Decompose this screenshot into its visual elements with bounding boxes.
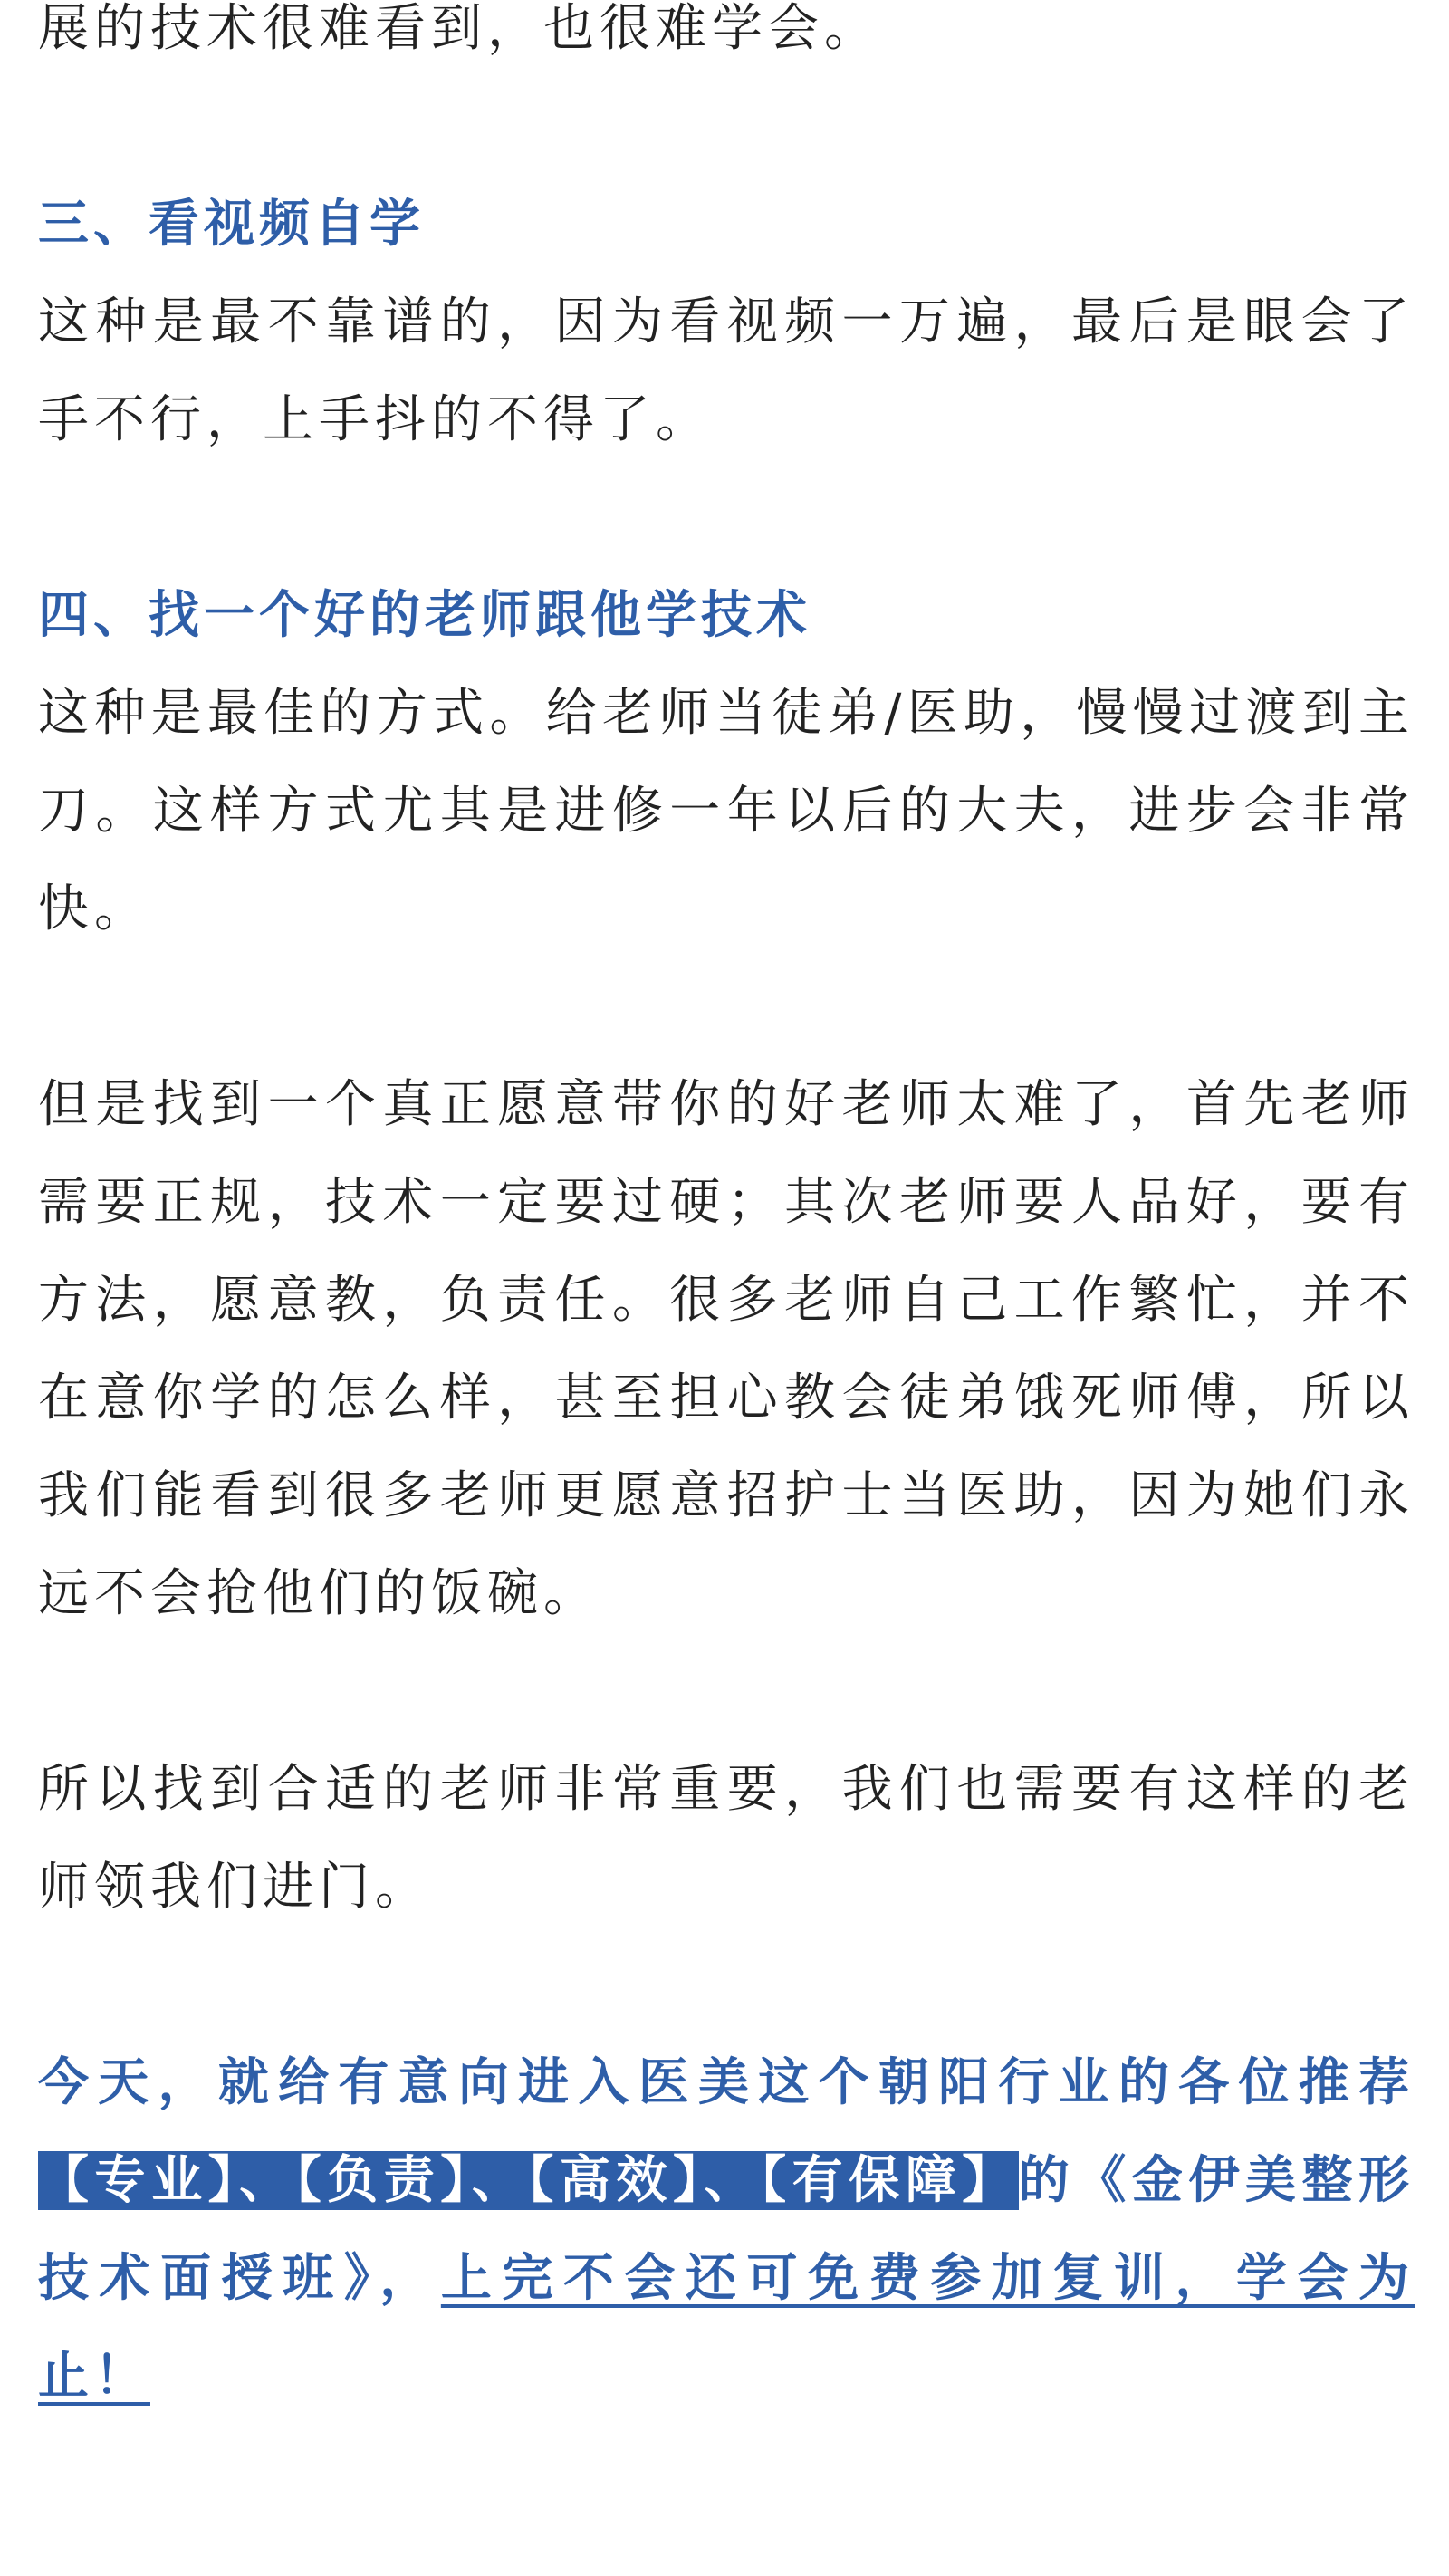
article-body: [38, 0, 1415, 2426]
teacher-paragraph: 但是找到一个真正愿意带你的好老师太难了，首先老师需要正规，技术一定要过硬；其次老师要人品好，要有方法，愿意教，负责任。很多老师自己工作繁忙，并不在意你学的怎么样，甚至担心教会徒弟饿死师傅，所以我们能看到很多老师更愿意招护士当医助，因为她们永远不会抢他们的饭碗。: [38, 1075, 1415, 1623]
recommendation-paragraph: [38, 2034, 1415, 2426]
recommendation-course: 的《金伊美整形技术面授班》，: [38, 2151, 1415, 2308]
section-4-heading: 四、找一个好的老师跟他学技术: [38, 586, 811, 645]
section-3-body: 这种是最不靠谱的，因为看视频一万遍，最后是眼会了手不行，上手抖的不得了。: [38, 293, 1415, 449]
paragraph-gap: [38, 469, 1415, 567]
recommendation-lead: 今天，就给有意向进入医美这个朝阳行业的各位推荐: [38, 2053, 1415, 2112]
retraining-link[interactable]: 上完不会还可免费参加复训，学会为止！: [38, 2249, 1415, 2406]
paragraph-gap: [38, 1643, 1415, 1741]
paragraph-gap: [38, 1937, 1415, 2034]
section-4-body: 这种是最佳的方式。给老师当徒弟/医助，慢慢过渡到主刀。这样方式尤其是进修一年以后的大夫，进步会非常快。: [38, 684, 1415, 938]
section-3-heading: 三、看视频自学: [38, 195, 425, 254]
recommendation-highlight: 【专业】、【负责】、【高效】、【有保障】: [38, 2151, 1019, 2210]
intro-tail-text: 展的技术很难看到，也很难学会。: [38, 0, 880, 58]
paragraph-gap: [38, 958, 1415, 1056]
importance-paragraph: 所以找到合适的老师非常重要，我们也需要有这样的老师领我们进门。: [38, 1760, 1415, 1917]
paragraph-gap: [38, 78, 1415, 176]
